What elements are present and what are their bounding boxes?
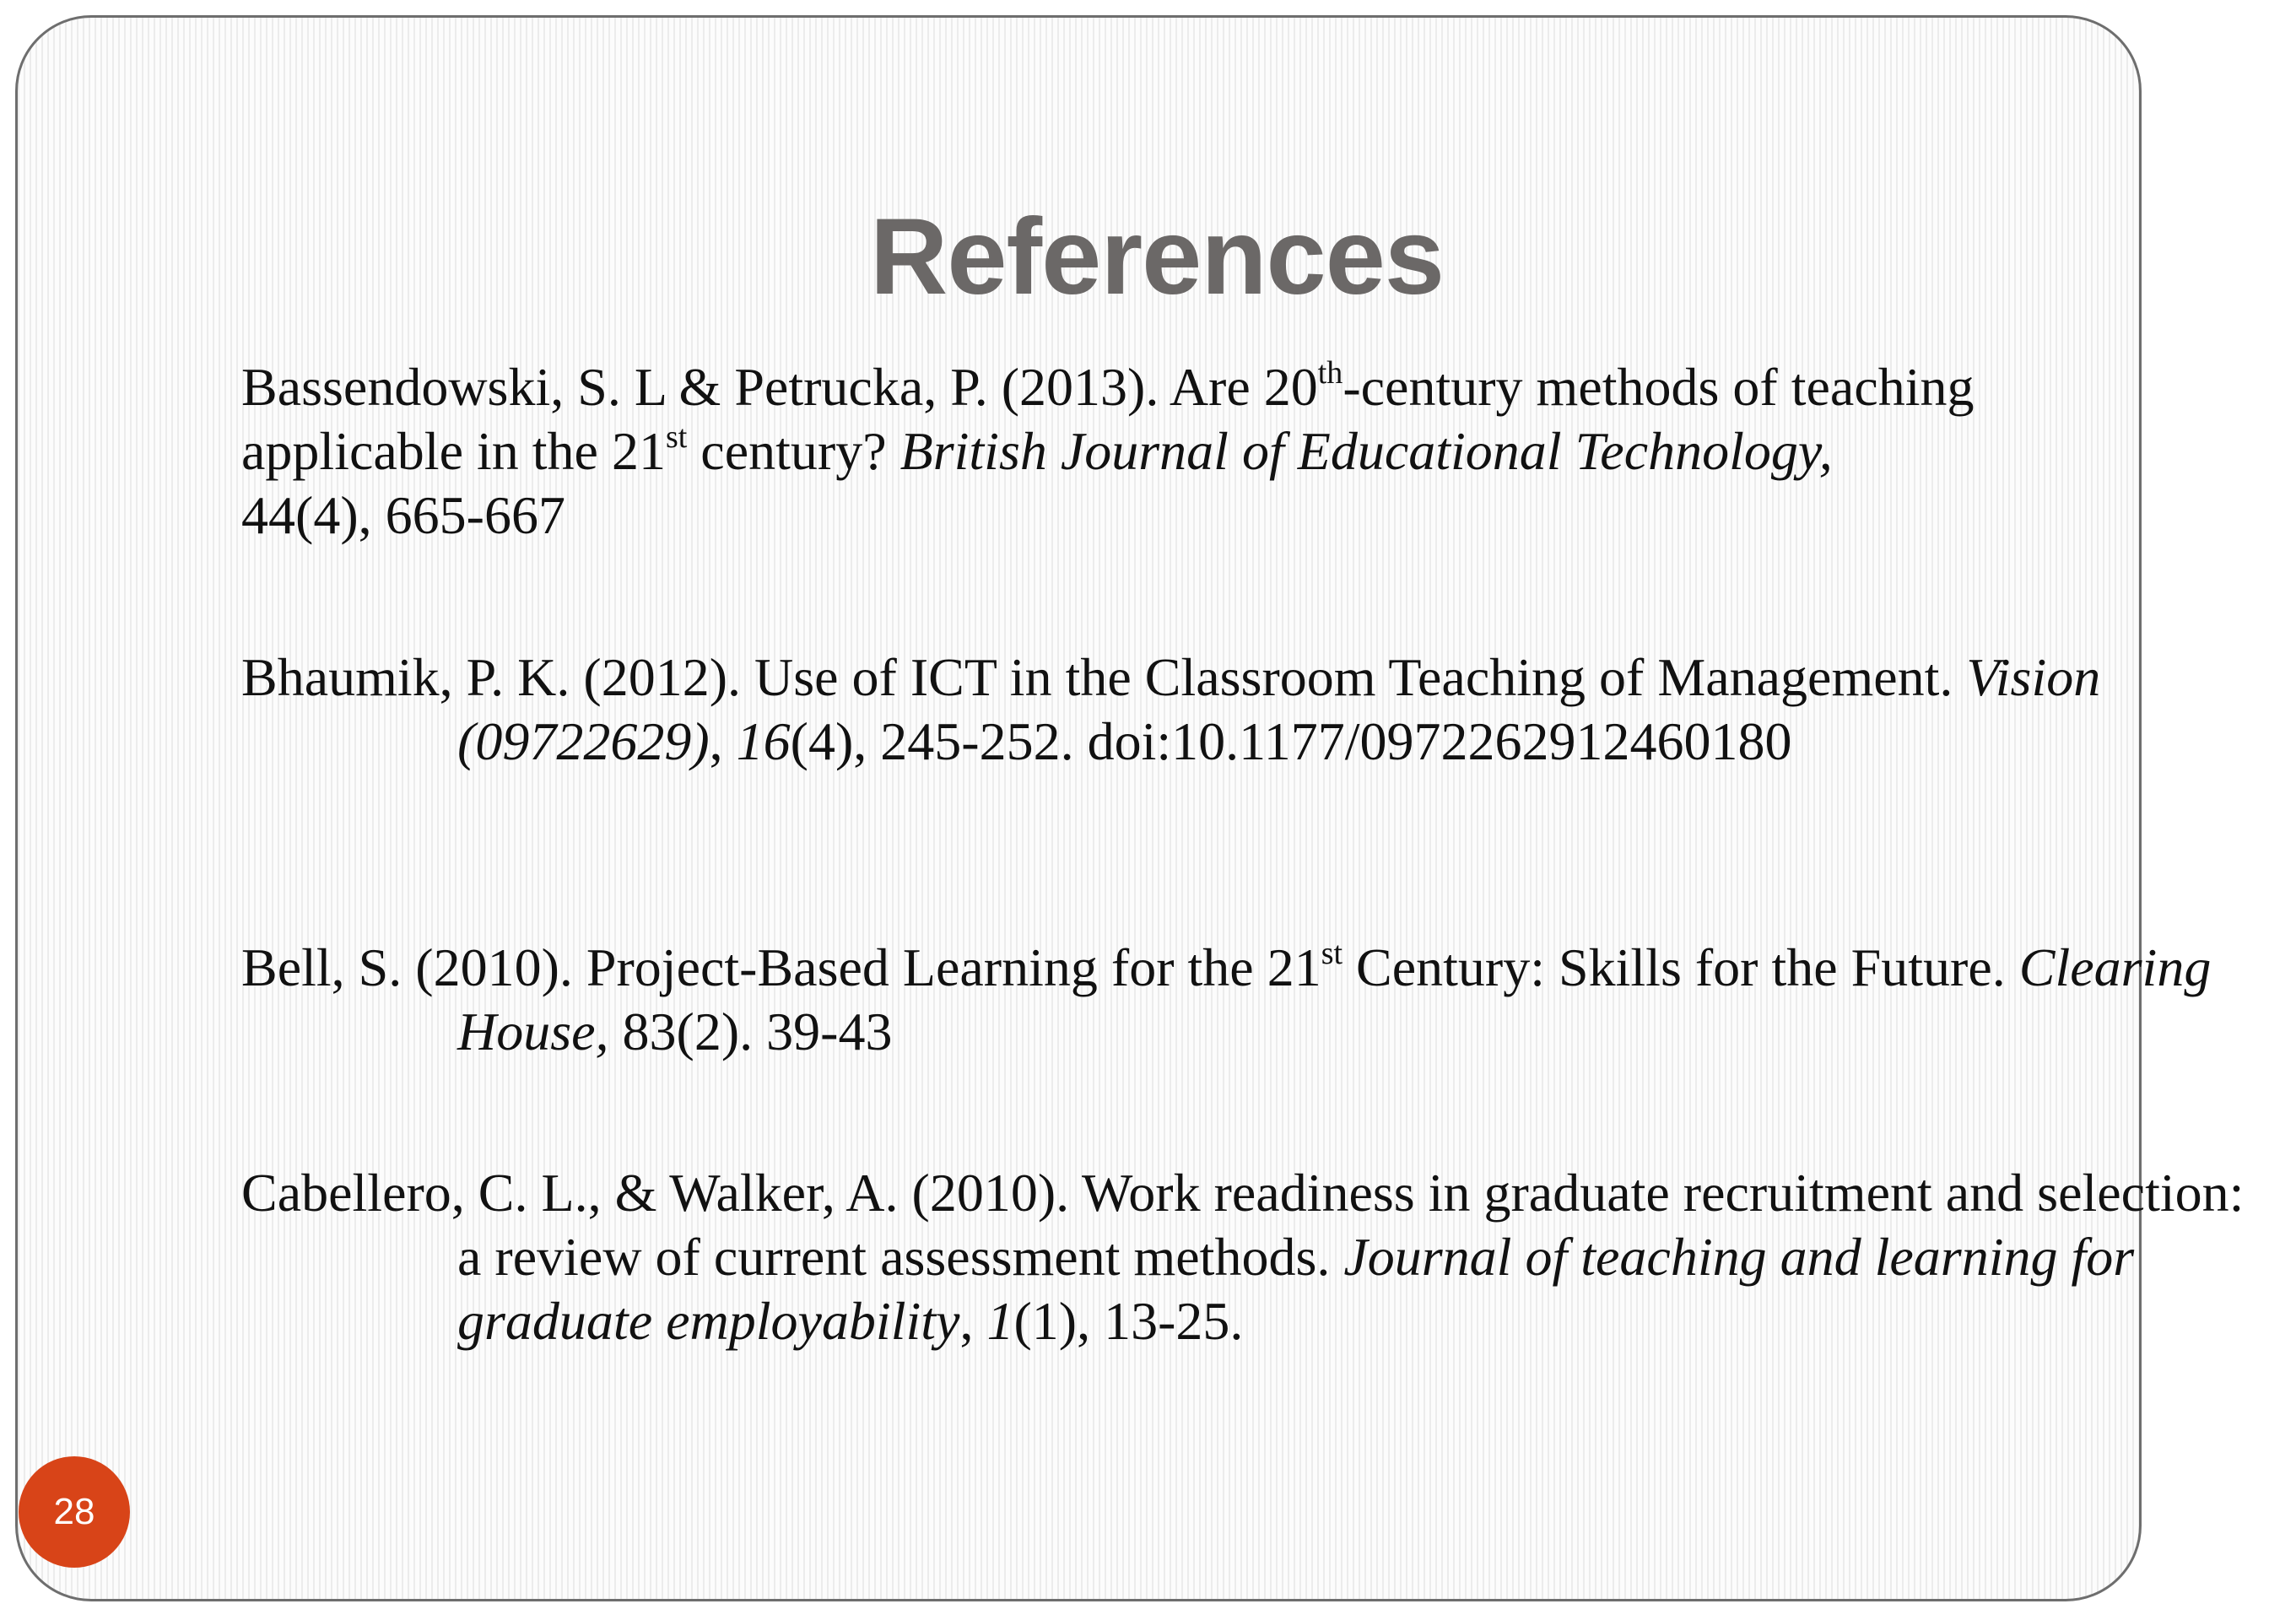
separator: , [709, 711, 737, 771]
reference-text: Cabellero, C. L., & Walker, A. (2010). Work readiness in graduate recruitment and selection: a review of current assessment methods. [241, 1163, 2245, 1287]
separator: , [959, 1291, 987, 1351]
reference-bhaumik [241, 645, 2255, 774]
ordinal-suffix: st [665, 419, 688, 455]
reference-text: century? [687, 421, 900, 481]
slide-title: References [869, 197, 1445, 317]
ordinal-suffix: th [1317, 355, 1343, 391]
reference-text: Bhaumik, P. K. (2012). Use of ICT in the Classroom Teaching of Management. [241, 647, 1967, 707]
journal-volume: 16 [736, 711, 791, 771]
journal-title: Vision (09722629) [457, 647, 2101, 771]
slide-frame [15, 15, 2245, 1601]
journal-title: British Journal of Educational Technology, [899, 421, 1833, 481]
reference-pages: 83(2). 39-43 [608, 1002, 893, 1061]
journal-title: Journal of teaching and learning for graduate employability [457, 1227, 2135, 1351]
ordinal-suffix: st [1321, 936, 1343, 971]
reference-bell [241, 936, 2255, 1064]
reference-pages: (4), 245-252. doi:10.1177/0972262912460180 [790, 711, 1792, 771]
reference-cabellero [241, 1161, 2255, 1353]
page-number-badge [19, 1456, 130, 1568]
reference-text: Bell, S. (2010). Project-Based Learning for the 21 [241, 937, 1321, 997]
reference-text: Bassendowski, S. L & Petrucka, P. (2013). Are 20 [241, 357, 1318, 417]
reference-pages: 44(4), 665-667 [241, 485, 565, 545]
page-number: 28 [53, 1491, 95, 1532]
reference-text: -century methods of teaching applicable in the 21 [241, 357, 1975, 481]
reference-bassendowski [241, 355, 2039, 548]
journal-title: Clearing House, [457, 937, 2212, 1061]
reference-text: Century: Skills for the Future. [1342, 937, 2019, 997]
reference-pages: (1), 13-25. [1013, 1291, 1244, 1351]
journal-volume: 1 [986, 1291, 1014, 1351]
